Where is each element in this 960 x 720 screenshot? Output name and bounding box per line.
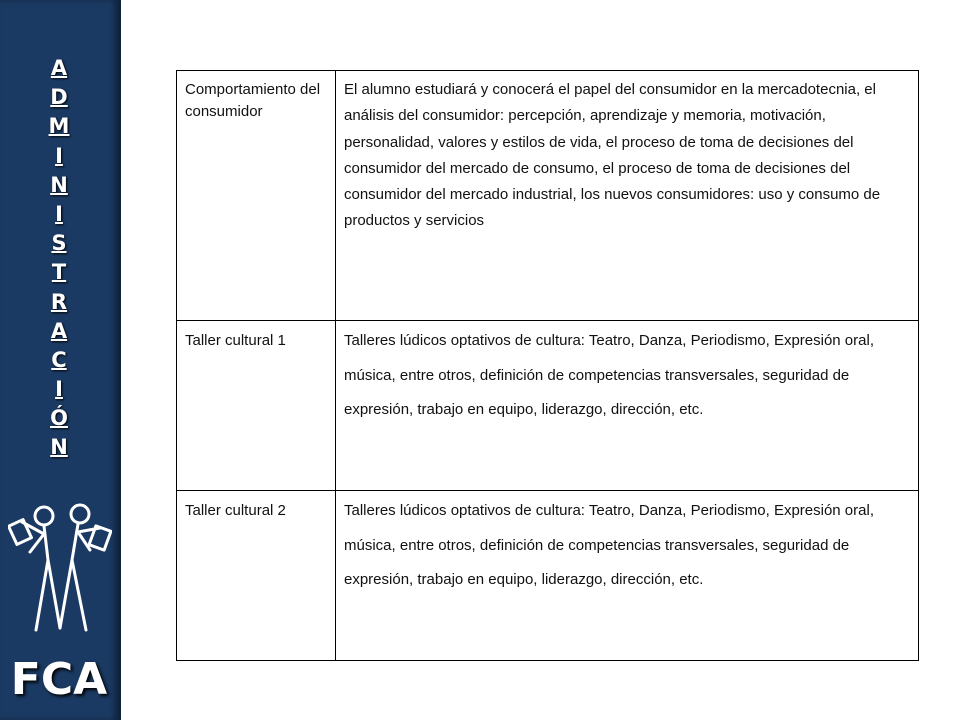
fca-logo-text: FCA [10, 654, 108, 705]
two-figures-holding-books-icon [8, 500, 112, 640]
subjects-table [176, 70, 919, 661]
title-letter: D [50, 85, 68, 110]
title-letter: N [50, 172, 68, 197]
table-row [177, 71, 919, 321]
title-letter: T [51, 260, 67, 285]
title-letter: Ó [50, 406, 68, 431]
title-letter: A [50, 56, 68, 80]
title-letter: I [55, 201, 63, 226]
table-row [177, 321, 919, 491]
title-letter: S [51, 231, 67, 256]
subject-description-cell: El alumno estudiará y conocerá el papel del consumidor en la mercadotecnia, el análisis del consumidor: percepción, aprendizaje y memoria, motivación, personalidad, valores y estilos de vida, el proceso de toma de decisiones del consumidor del mercado de consumo, el proceso de toma de decisiones del consumidor del mercado industrial, los nuevos consumidores: uso y consumo de productos y servicios [336, 71, 919, 321]
title-letter: I [55, 143, 63, 168]
table-row [177, 491, 919, 661]
title-letter: R [50, 289, 68, 314]
sidebar [0, 0, 121, 720]
vertical-title-administracion [0, 54, 118, 463]
subject-name-cell: Taller cultural 1 [177, 321, 336, 491]
subject-description-cell: Talleres lúdicos optativos de cultura: Teatro, Danza, Periodismo, Expresión oral, música, entre otros, definición de competencias transversales, seguridad de expresión, trabajo en equipo, liderazgo, dirección, etc. [336, 321, 919, 491]
title-letter: M [48, 114, 70, 139]
title-letter: N [50, 435, 68, 460]
title-letter: C [51, 347, 67, 372]
subject-name-cell: Taller cultural 2 [177, 491, 336, 661]
subject-name-cell: Comportamiento del consumidor [177, 71, 336, 321]
subject-description-cell: Talleres lúdicos optativos de cultura: Teatro, Danza, Periodismo, Expresión oral, música, entre otros, definición de competencias transversales, seguridad de expresión, trabajo en equipo, liderazgo, dirección, etc. [336, 491, 919, 661]
title-letter: A [50, 318, 68, 343]
title-letter: I [55, 377, 63, 402]
